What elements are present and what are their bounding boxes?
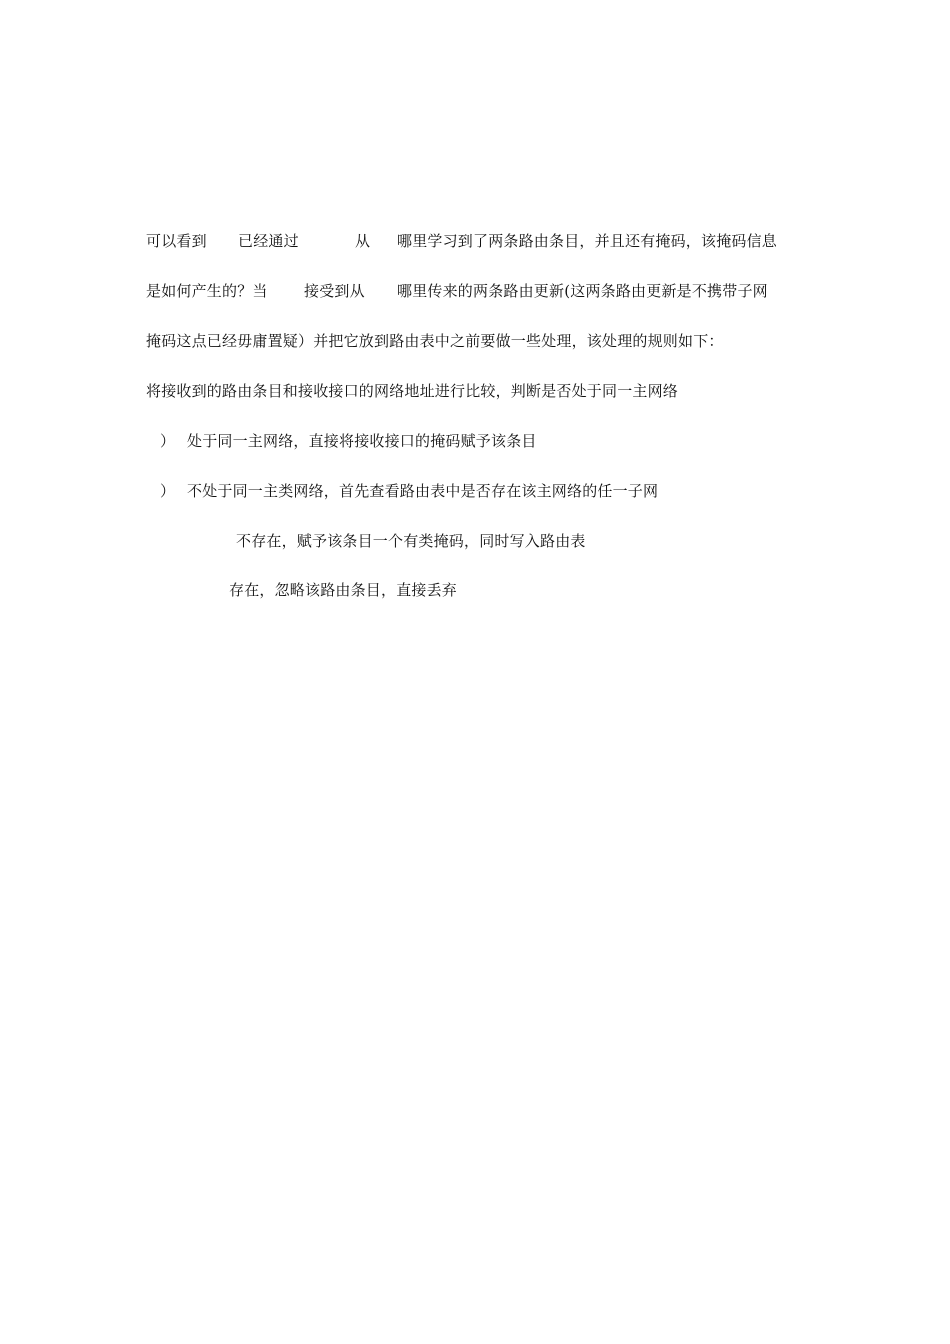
rule-text: 处于同一主网络，直接将接收接口的掩码赋予该条目 <box>187 432 537 450</box>
text-segment: 已经通过 <box>238 232 299 250</box>
paragraph-line: 掩码这点已经毋庸置疑）并把它放到路由表中之前要做一些处理，该处理的规则如下： <box>146 332 724 350</box>
rule-item <box>160 431 620 451</box>
sub-rule-item: 存在，忽略该路由条目，直接丢弃 <box>229 581 458 599</box>
text-segment: 哪里学习到了两条路由条目，并且还有掩码，该掩码信息 <box>397 232 778 250</box>
text-segment: 接受到从 <box>304 282 365 300</box>
list-marker: ） <box>160 482 176 500</box>
rule-text: 不处于同一主类网络，首先查看路由表中是否存在该主网络的任一子网 <box>187 482 659 500</box>
rule-item <box>160 481 720 501</box>
paragraph-line <box>146 281 816 301</box>
sub-rule-item: 不存在，赋予该条目一个有类掩码，同时写入路由表 <box>236 532 586 550</box>
text-segment: 哪里传来的两条路由更新(这两条路由更新是不携带子网 <box>397 282 768 300</box>
text-segment: 是如何产生的？当 <box>146 282 268 300</box>
text-segment: 从 <box>355 232 371 250</box>
list-marker: ） <box>160 432 176 450</box>
rule-intro: 将接收到的路由条目和接收接口的网络地址进行比较，判断是否处于同一主网络 <box>146 382 679 400</box>
paragraph-line <box>146 231 816 251</box>
text-segment: 可以看到 <box>146 232 207 250</box>
